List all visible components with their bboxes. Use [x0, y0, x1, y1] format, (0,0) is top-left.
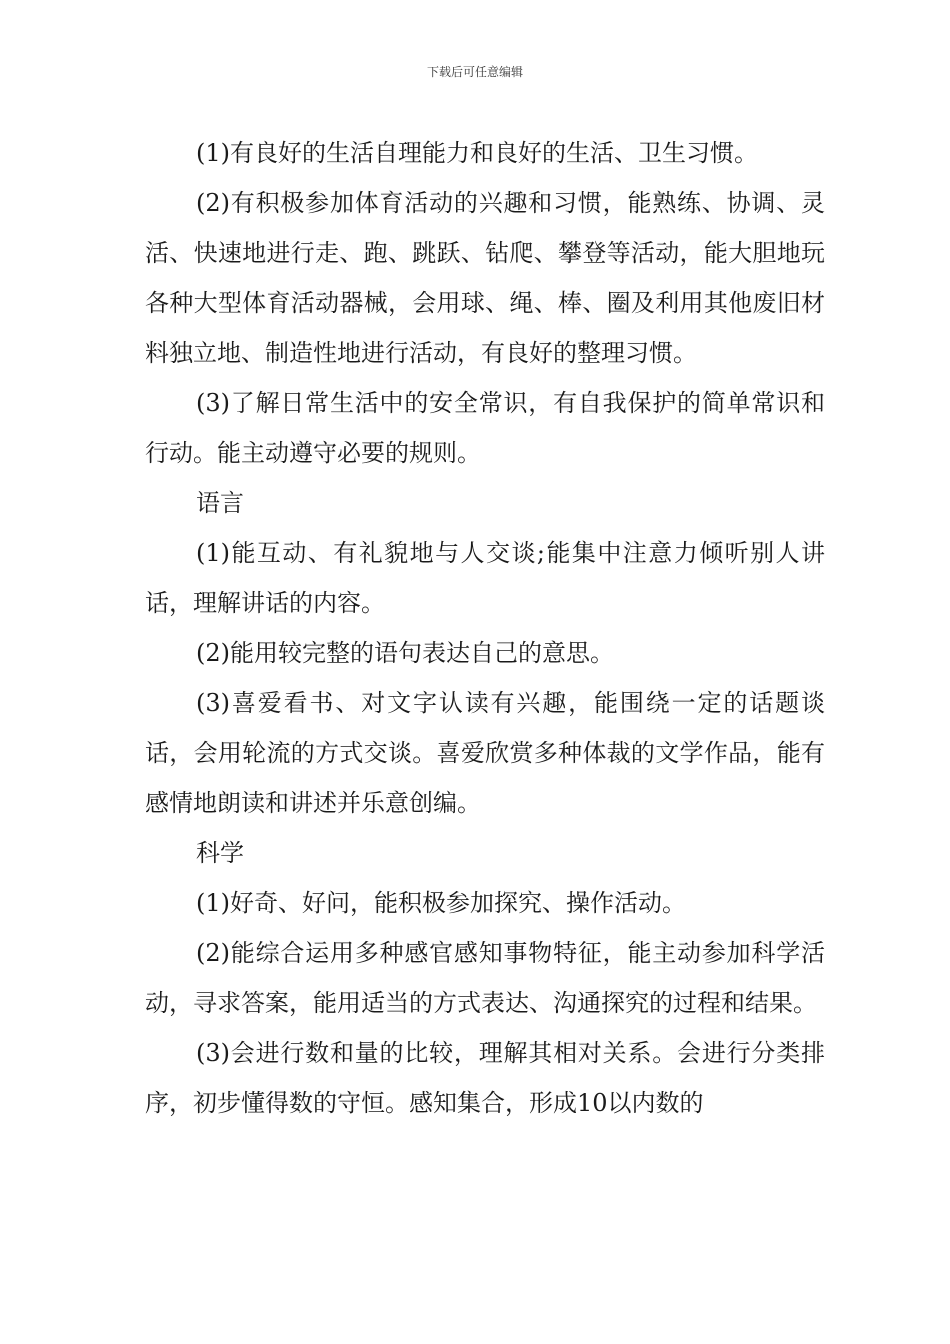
paragraph: (1)好奇、好问，能积极参加探究、操作活动。 [196, 889, 686, 917]
paragraph: (3)会进行数和量的比较，理解其相对关系。会进行分类排序，初步懂得数的守恒。感知集合，形成10以内数的 [145, 1039, 825, 1117]
paragraph: (3)喜爱看书、对文字认读有兴趣，能围绕一定的话题谈话，会用轮流的方式交谈。喜爱欣赏多种体裁的文学作品，能有感情地朗读和讲述并乐意创编。 [145, 689, 825, 817]
paragraph: (2)能综合运用多种感官感知事物特征，能主动参加科学活动，寻求答案，能用适当的方式表达、沟通探究的过程和结果。 [145, 939, 825, 1017]
section-heading-science: 科学 [196, 839, 244, 867]
paragraph: (1)有良好的生活自理能力和良好的生活、卫生习惯。 [196, 139, 758, 167]
paragraph: (2)有积极参加体育活动的兴趣和习惯，能熟练、协调、灵活、快速地进行走、跑、跳跃、钻爬、攀登等活动，能大胆地玩各种大型体育活动器械，会用球、绳、棒、圈及利用其他废旧材料独立地、制造性地进行活动，有良好的整理习惯。 [145, 189, 825, 367]
paragraph: (2)能用较完整的语句表达自己的意思。 [196, 639, 614, 667]
paragraph: (1)能互动、有礼貌地与人交谈;能集中注意力倾听别人讲话，理解讲话的内容。 [145, 539, 825, 617]
paragraph: (3)了解日常生活中的安全常识，有自我保护的简单常识和行动。能主动遵守必要的规则。 [145, 389, 825, 467]
page-header-note: 下载后可任意编辑 [426, 65, 523, 79]
section-heading-language: 语言 [196, 489, 244, 517]
document-body [145, 128, 825, 1128]
